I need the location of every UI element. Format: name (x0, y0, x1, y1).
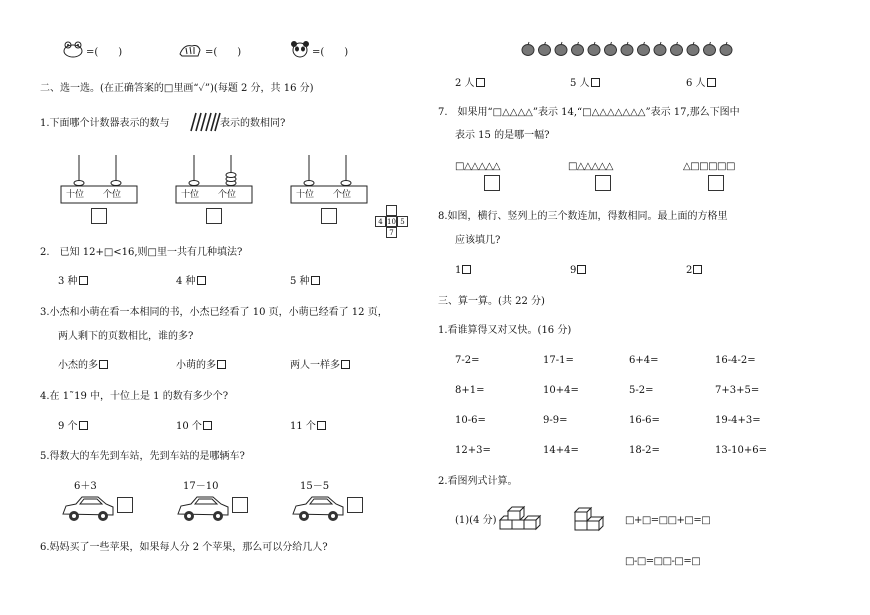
q2-text: 2. 已知 12+□<16,则□里一共有几种填法? (40, 247, 243, 258)
tiger-icon (178, 40, 202, 58)
q1-text: 1.下面哪个计数器表示的数与 (40, 118, 170, 129)
sticks-icon (188, 112, 220, 132)
q7-shape-a: □△△△△△ (455, 161, 500, 172)
apple-icon (671, 42, 683, 56)
abacus-2-ones: 个位 (218, 190, 237, 200)
apple-icon (555, 42, 567, 56)
q2-option-c[interactable]: 5 种 (290, 276, 320, 287)
section-two-title: 二、选一选。(在正确答案的□里画“✓”)(每题 2 分，共 16 分) (40, 83, 314, 94)
car-3-answer-box[interactable] (347, 497, 363, 513)
q3-option-a[interactable]: 小杰的多 (58, 360, 108, 371)
q7-answer-box-c[interactable] (708, 175, 724, 191)
car-1-expression: 6＋3 (74, 481, 97, 492)
calc-r1c0: 8+1= (455, 385, 485, 396)
pic-equation-subtract[interactable]: □-□=□□-□=□ (625, 556, 701, 567)
apple-icon (588, 42, 600, 56)
q7-answer-box-a[interactable] (484, 175, 500, 191)
q7-answer-box-b[interactable] (595, 175, 611, 191)
blank-panda: =( ) (312, 47, 349, 58)
q1-text2: 表示的数相同? (220, 118, 286, 129)
grid-cell-10: 10 (387, 218, 396, 226)
pic-label: (1)(4 分) (455, 515, 497, 526)
car-icon (60, 494, 116, 524)
cubes-group-1 (500, 505, 548, 531)
apple-icon (539, 42, 551, 56)
calc-r2c0: 10-6= (455, 415, 486, 426)
q6-option-b[interactable]: 5 人 (570, 78, 600, 89)
apple-icon (638, 42, 650, 56)
grid-cell-7: 7 (386, 227, 397, 238)
q2-option-b[interactable]: 4 种 (176, 276, 206, 287)
calc-r2c3: 19-4+3= (715, 415, 761, 426)
abacus-2-tens: 十位 (181, 190, 200, 200)
blank-frog: =( ) (86, 47, 123, 58)
car-2-answer-box[interactable] (232, 497, 248, 513)
abacus-1-tens: 十位 (66, 190, 85, 200)
q5-text: 5.得数大的车先到车站，先到车站的是哪辆车? (40, 451, 245, 462)
abacus-3-ones: 个位 (333, 190, 352, 200)
grid-top-blank[interactable] (386, 205, 397, 216)
calc-r1c3: 7+3+5= (715, 385, 760, 396)
pic-equation-add[interactable]: □+□=□□+□=□ (625, 515, 711, 526)
calc-r1c1: 10+4= (543, 385, 579, 396)
apple-icon (654, 42, 666, 56)
q4-text: 4.在 1˜19 中，十位上是 1 的数有多少个? (40, 391, 229, 402)
q2-option-a[interactable]: 3 种 (58, 276, 88, 287)
q3-option-c[interactable]: 两人一样多 (290, 360, 350, 371)
section-three-title: 三、算一算。(共 22 分) (438, 296, 545, 307)
car-icon (290, 494, 346, 524)
abacus-3-tens: 十位 (296, 190, 315, 200)
q8-option-b[interactable]: 9 (570, 265, 586, 276)
q3-text2: 两人剩下的页数相比，谁的多? (58, 331, 194, 342)
apple-row (520, 42, 740, 56)
q3-option-b[interactable]: 小萌的多 (176, 360, 226, 371)
pic-title: 2.看图列式计算。 (438, 476, 518, 487)
answer-box-c[interactable] (321, 208, 337, 224)
calc-r2c2: 16-6= (629, 415, 660, 426)
calc-r0c0: 7-2= (455, 355, 480, 366)
calc-r3c1: 14+4= (543, 445, 579, 456)
calc-r2c1: 9-9= (543, 415, 568, 426)
grid-cell-4: 4 (375, 216, 386, 227)
q4-option-c[interactable]: 11 个 (290, 421, 326, 432)
q8-option-a[interactable]: 1 (455, 265, 471, 276)
panda-icon (290, 40, 310, 58)
q6-option-a[interactable]: 2 人 (455, 78, 485, 89)
calc-r0c3: 16-4-2= (715, 355, 756, 366)
car-2-expression: 17－10 (183, 481, 219, 492)
calc-r3c3: 13-10+6= (715, 445, 767, 456)
apple-icon (720, 42, 732, 56)
calc-r0c2: 6+4= (629, 355, 659, 366)
car-3-expression: 15－5 (300, 481, 330, 492)
q3-text: 3.小杰和小萌在看一本相同的书，小杰已经看了 10 页，小萌已经看了 12 页， (40, 307, 388, 318)
q8-text2: 应该填几? (455, 235, 501, 246)
apple-icon (572, 42, 584, 56)
answer-box-b[interactable] (206, 208, 222, 224)
q7-text: 7. 如果用“□△△△△”表示 14,“□△△△△△△△”表示 17,那么下图中 (438, 107, 740, 118)
abacus-1-ones: 个位 (103, 190, 122, 200)
calc-r3c0: 12+3= (455, 445, 491, 456)
q4-option-b[interactable]: 10 个 (176, 421, 212, 432)
apple-icon (522, 42, 534, 56)
grid-cell-5: 5 (397, 216, 408, 227)
calc-r3c2: 18-2= (629, 445, 660, 456)
q7-shape-c: △□□□□□ (683, 161, 735, 172)
calc-title: 1.看谁算得又对又快。(16 分) (438, 325, 572, 336)
frog-icon (62, 40, 84, 58)
answer-box-a[interactable] (91, 208, 107, 224)
q4-option-a[interactable]: 9 个 (58, 421, 88, 432)
q6-option-c[interactable]: 6 人 (686, 78, 716, 89)
cubes-group-2 (573, 505, 603, 533)
car-1-answer-box[interactable] (117, 497, 133, 513)
apple-icon (704, 42, 716, 56)
q8-text: 8.如图，横行、竖列上的三个数连加，得数相同。最上面的方格里 (438, 211, 728, 222)
apple-icon (605, 42, 617, 56)
q6-text: 6.妈妈买了一些苹果，如果每人分 2 个苹果，那么可以分给几人? (40, 542, 328, 553)
q7-shape-b: □△△△△△ (568, 161, 613, 172)
calc-r1c2: 5-2= (629, 385, 654, 396)
calc-r0c1: 17-1= (543, 355, 574, 366)
blank-tiger: =( ) (205, 47, 242, 58)
apple-icon (687, 42, 699, 56)
q7-text2: 表示 15 的是哪一幅? (455, 130, 550, 141)
q8-option-c[interactable]: 2 (686, 265, 702, 276)
apple-icon (621, 42, 633, 56)
car-icon (175, 494, 231, 524)
